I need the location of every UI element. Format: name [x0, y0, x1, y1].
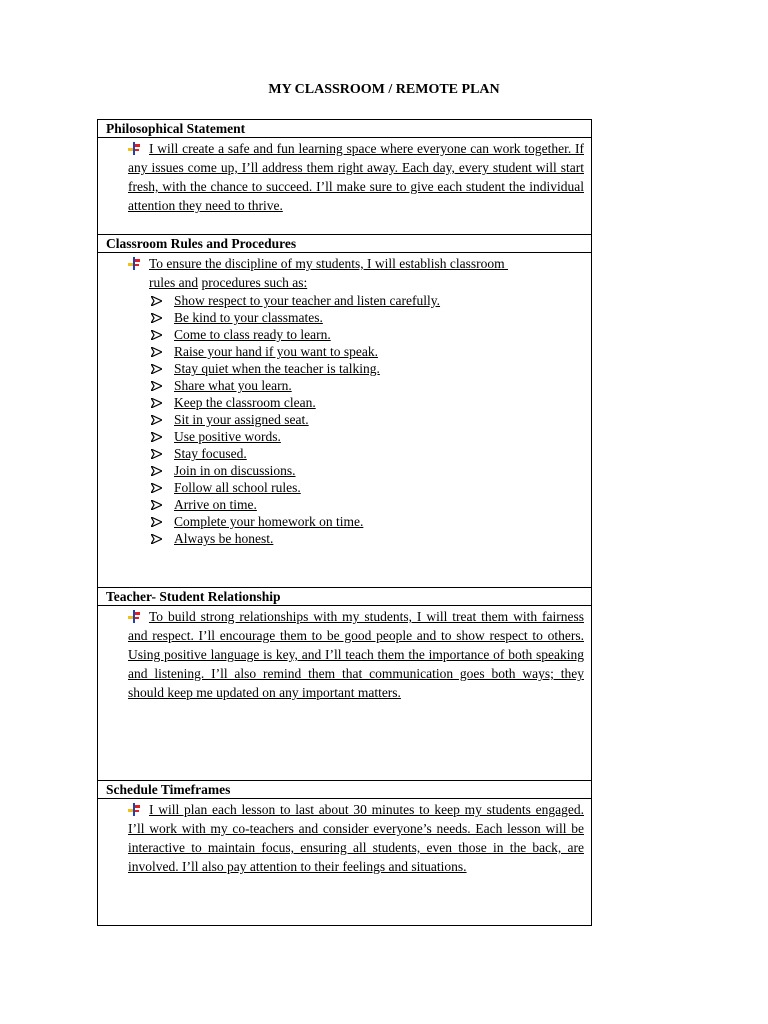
arrowhead-bullet-icon: [151, 432, 162, 442]
relationship-paragraph: [128, 607, 584, 702]
arrowhead-bullet-icon: [151, 364, 162, 374]
flag-bullet-icon: [128, 142, 141, 155]
rule-text: Join in on discussions.: [174, 463, 296, 478]
arrowhead-bullet-icon: [151, 517, 162, 527]
page-title: MY CLASSROOM / REMOTE PLAN: [268, 82, 500, 97]
arrowhead-bullet-icon: [151, 449, 162, 459]
schedule-text: I will plan each lesson to last about 30 minutes to keep my students engaged. I’ll work with my co-teachers and consider everyone’s needs. Each lesson will be interactive to maintain focus, ensuring all students, even those in the back, are involved. I’ll also pay attention to their feelings and situations.: [128, 802, 584, 874]
philosophy-paragraph: [128, 139, 584, 215]
rule-item: [151, 530, 440, 547]
rule-text: Show respect to your teacher and listen carefully.: [174, 293, 441, 308]
rule-text: Complete your homework on time.: [174, 514, 364, 529]
schedule-paragraph: [128, 800, 584, 876]
relationship-text: To build strong relationships with my students, I will treat them with fairness and respect. I’ll encourage them to be good people and to show respect to others. Using positive language is key, and I’ll teach them the importance of both speaking and listening. I’ll also remind them that communication goes both ways; they should keep me updated on any important matters.: [128, 609, 584, 700]
section-heading-schedule: Schedule Timeframes: [98, 781, 591, 799]
rule-text: Raise your hand if you want to speak.: [174, 344, 378, 359]
rule-text: Sit in your assigned seat.: [174, 412, 309, 427]
flag-bullet-icon: [128, 610, 141, 623]
rule-item: [151, 377, 440, 394]
rule-item: [151, 462, 440, 479]
rules-list: [151, 292, 440, 547]
section-body-relationship: [98, 606, 591, 781]
section-heading-philosophy: Philosophical Statement: [98, 120, 591, 138]
arrowhead-bullet-icon: [151, 483, 162, 493]
flag-bullet-icon: [128, 257, 141, 270]
rule-item: [151, 326, 440, 343]
arrowhead-bullet-icon: [151, 347, 162, 357]
section-body-schedule: [98, 799, 591, 925]
rule-item: [151, 309, 440, 326]
rule-text: Stay quiet when the teacher is talking.: [174, 361, 380, 376]
arrowhead-bullet-icon: [151, 313, 162, 323]
philosophy-text: I will create a safe and fun learning space where everyone can work together. If any issues come up, I’ll address them right away. Each day, every student will start fresh, with the chance to succeed. I’ll make sure to give each student the individual attention they need to thrive.: [128, 141, 584, 213]
rule-item: [151, 496, 440, 513]
rule-text: Follow all school rules.: [174, 480, 301, 495]
arrowhead-bullet-icon: [151, 381, 162, 391]
rules-intro-line-1: To ensure the discipline of my students, I will establish classroom: [149, 256, 508, 271]
rule-item: [151, 360, 440, 377]
arrowhead-bullet-icon: [151, 500, 162, 510]
rule-text: Always be honest.: [174, 531, 274, 546]
section-body-philosophy: [98, 138, 591, 235]
arrowhead-bullet-icon: [151, 534, 162, 544]
rule-text: Stay focused.: [174, 446, 247, 461]
rules-intro-line-2: rules and procedures such as:: [149, 275, 308, 290]
rule-text: Be kind to your classmates.: [174, 310, 323, 325]
rule-text: Use positive words.: [174, 429, 281, 444]
rules-intro: [128, 254, 508, 292]
rule-item: [151, 292, 440, 309]
arrowhead-bullet-icon: [151, 330, 162, 340]
plan-table: [97, 119, 592, 926]
rule-item: [151, 445, 440, 462]
arrowhead-bullet-icon: [151, 296, 162, 306]
arrowhead-bullet-icon: [151, 398, 162, 408]
rule-item: [151, 479, 440, 496]
rule-text: Share what you learn.: [174, 378, 292, 393]
arrowhead-bullet-icon: [151, 415, 162, 425]
rule-item: [151, 394, 440, 411]
rule-item: [151, 343, 440, 360]
section-body-rules: [98, 253, 591, 588]
section-heading-rules: Classroom Rules and Procedures: [98, 235, 591, 253]
rule-item: [151, 428, 440, 445]
flag-bullet-icon: [128, 803, 141, 816]
rule-item: [151, 411, 440, 428]
rule-text: Keep the classroom clean.: [174, 395, 316, 410]
rule-text: Come to class ready to learn.: [174, 327, 331, 342]
rule-text: Arrive on time.: [174, 497, 257, 512]
section-heading-relationship: Teacher- Student Relationship: [98, 588, 591, 606]
rule-item: [151, 513, 440, 530]
arrowhead-bullet-icon: [151, 466, 162, 476]
